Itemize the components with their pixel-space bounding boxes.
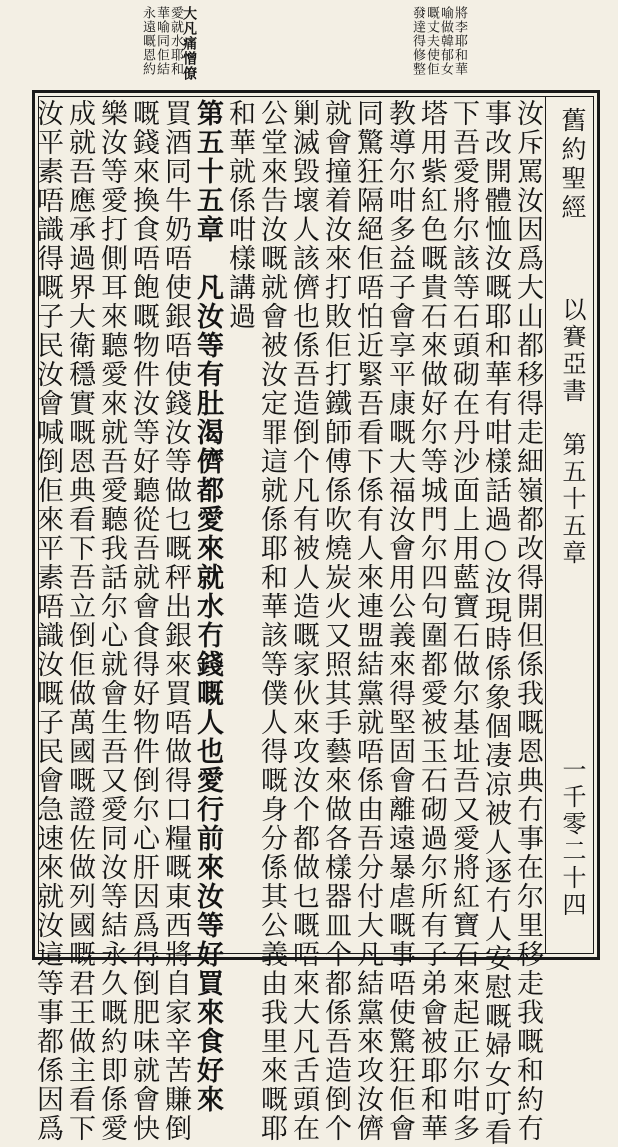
chapter-heading-column: 第五十五章 凡汝等有肚渴儕都愛來就水冇錢嘅人也愛行前來汝等好買來食好來 [192, 99, 223, 1114]
headnote-col: 永遠嘅恩約 [140, 6, 155, 76]
headnote-col: 愛就水耶和 [168, 6, 183, 76]
text-column: 汝斥罵汝因爲大山都移得走細嶺都改得開但係我嘅恩典冇事在尔里移走我嘅和約冇 [512, 99, 543, 1143]
text-column: 買酒同牛奶唔使銀唔使錢汝等做乜嘅秤出銀來買唔做得口糧嘅東西將自家辛苦賺倒 [160, 99, 191, 1143]
text-column: 事改開體恤汝嘅耶和華有咁樣話過○汝現時係象個凄凉被人逐冇人安慰嘅婦女叮看 [480, 99, 511, 1147]
headnote-col: 嘅丈夫使佢 [424, 6, 439, 76]
page-number: 一千零二十四 [558, 757, 586, 919]
book-collection-title: 舊約聖經 [558, 107, 587, 223]
body-text [32, 99, 543, 1147]
text-column: 就會撞着汝來打敗佢打鐵師傅係吹燒炭火又照其手藝來做各樣器皿个都係吾造倒个 [320, 99, 351, 1143]
text-column: 成就吾應承過界大衛穩實嘅恩典看下吾立倒佢做萬國嘅證佐做列國嘅君王做主看下 [64, 99, 95, 1143]
text-frame-inner [32, 96, 594, 1147]
running-header [545, 97, 593, 953]
text-column: 下吾愛將尔該等石頭砌在丹沙面上用藍寶石做尔基址吾又愛將紅寶石來起正尔咁多 [448, 99, 479, 1143]
chapter-label: 第五十五章 [558, 432, 586, 567]
headnote-col: 大凡痛憎僚 [181, 6, 197, 81]
text-column: 教導尔咁多益子會享平康嘅大福汝會用公義來得堅固會離遠暴虐嘅事唔使驚狂佢會 [384, 99, 415, 1143]
text-column: 塔用紫紅色嘅貴石來做好尔等城門尔四句圍都愛被玉石砌過尔所有子弟會被耶和華 [416, 99, 447, 1143]
text-frame [32, 90, 600, 1147]
text-column: 樂汝等愛打側耳來聽愛來就吾愛聽我話尔心就會生吾又愛同汝等結永久嘅約即係愛 [96, 99, 127, 1143]
text-column: 和華就係咁樣講過 [224, 99, 255, 331]
headnote-col: 喻做韓郁女 [438, 6, 453, 76]
headnote-right [410, 6, 466, 86]
text-column: 同驚狂隔絕佢唔怕近緊吾看下係有人來連盟結黨就唔係由吾分付大凡結黨來攻汝儕 [352, 99, 383, 1143]
headnote-left [140, 6, 196, 86]
headnote-col: 華喻同佢結 [154, 6, 169, 76]
headnote [120, 6, 520, 88]
text-column: 公堂來告汝嘅就會被汝定罪這就係耶和華該等僕人得嘅身分係其公義由我里來嘅耶 [256, 99, 287, 1143]
text-column: 汝平素唔識得嘅子民汝會喊倒佢來平素唔識汝嘅子民會急速來就汝這等事都係因爲 [32, 99, 63, 1143]
book-name: 以賽亞書 [558, 297, 586, 405]
text-column: 嘅錢來換食唔飽嘅物件汝等好聽從吾就會食得好物件倒尔心肝因爲得倒肥味就會快 [128, 99, 159, 1143]
headnote-col: 發達得修整 [410, 6, 425, 76]
text-column: 剿滅毀壞人該儕也係吾造倒个凡有被人造嘅家伙來攻汝个都做乜嘅唔來大凡舌頭在 [288, 99, 319, 1143]
headnote-col: 將李耶和華 [452, 6, 467, 76]
